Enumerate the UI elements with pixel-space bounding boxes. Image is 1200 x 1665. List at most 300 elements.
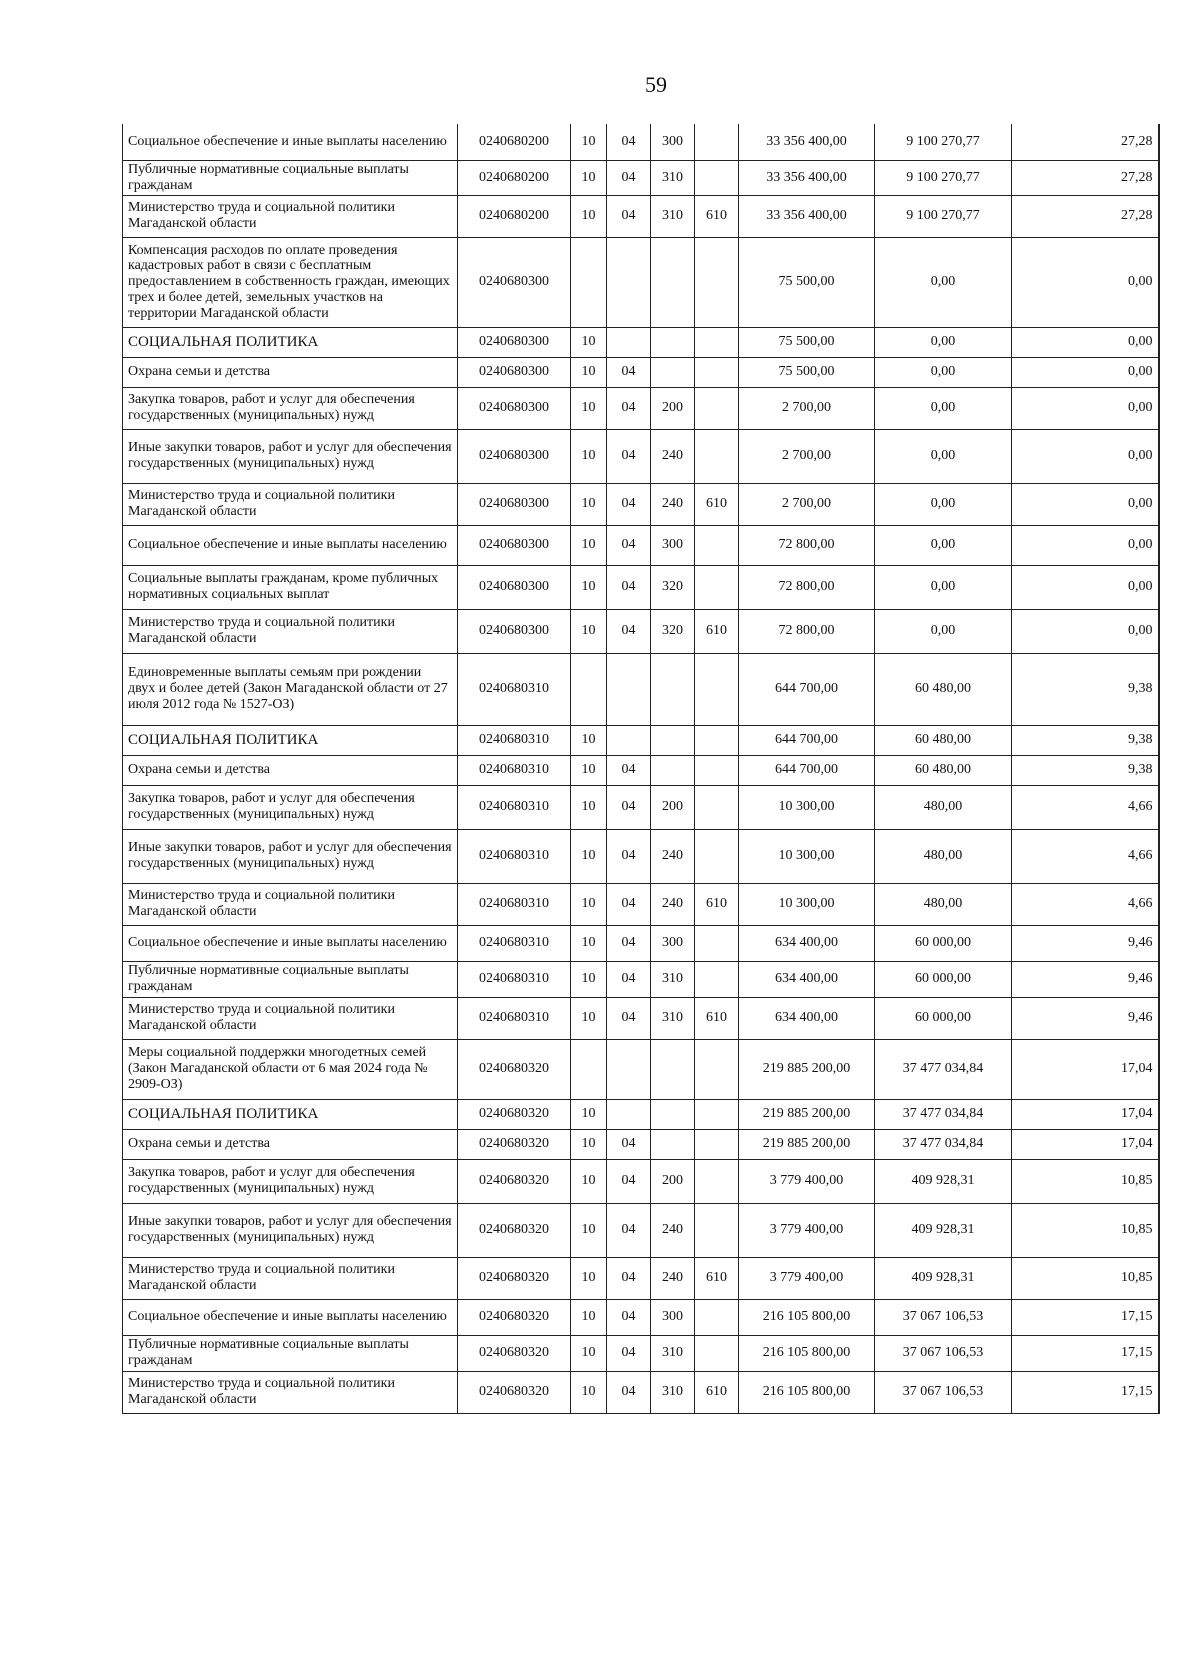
cell-target: 0240680200 xyxy=(458,195,571,237)
cell-grbs: 610 xyxy=(695,195,739,237)
cell-grbs xyxy=(695,357,739,387)
table-row xyxy=(123,429,1159,483)
cell-plan: 216 105 800,00 xyxy=(739,1371,875,1413)
cell-plan: 72 800,00 xyxy=(739,565,875,609)
cell-target: 0240680320 xyxy=(458,1371,571,1413)
cell-grbs xyxy=(695,1099,739,1129)
cell-percent: 9,46 xyxy=(1012,925,1159,961)
cell-subsection: 04 xyxy=(607,997,651,1039)
cell-section: 10 xyxy=(571,483,607,525)
cell-fact: 0,00 xyxy=(875,387,1012,429)
cell-target: 0240680320 xyxy=(458,1203,571,1257)
cell-target: 0240680310 xyxy=(458,785,571,829)
cell-name: Социальное обеспечение и иные выплаты населению xyxy=(123,525,458,565)
cell-plan: 75 500,00 xyxy=(739,327,875,357)
cell-fact: 37 067 106,53 xyxy=(875,1371,1012,1413)
cell-percent: 0,00 xyxy=(1012,237,1159,327)
cell-grbs xyxy=(695,387,739,429)
cell-expense-type: 200 xyxy=(651,785,695,829)
cell-fact: 60 000,00 xyxy=(875,997,1012,1039)
table-row xyxy=(123,1203,1159,1257)
cell-target: 0240680300 xyxy=(458,565,571,609)
cell-percent: 0,00 xyxy=(1012,387,1159,429)
cell-percent: 17,15 xyxy=(1012,1335,1159,1371)
cell-expense-type xyxy=(651,725,695,755)
cell-target: 0240680320 xyxy=(458,1257,571,1299)
cell-fact: 0,00 xyxy=(875,327,1012,357)
cell-plan: 10 300,00 xyxy=(739,829,875,883)
cell-target: 0240680300 xyxy=(458,327,571,357)
table-row xyxy=(123,829,1159,883)
cell-expense-type: 300 xyxy=(651,925,695,961)
cell-grbs: 610 xyxy=(695,483,739,525)
cell-target: 0240680200 xyxy=(458,124,571,160)
cell-subsection: 04 xyxy=(607,1371,651,1413)
cell-expense-type: 240 xyxy=(651,483,695,525)
cell-fact: 0,00 xyxy=(875,237,1012,327)
cell-grbs xyxy=(695,1335,739,1371)
cell-subsection: 04 xyxy=(607,1299,651,1335)
cell-subsection: 04 xyxy=(607,883,651,925)
cell-name: Министерство труда и социальной политики Магаданской области xyxy=(123,609,458,653)
cell-expense-type: 310 xyxy=(651,997,695,1039)
cell-subsection: 04 xyxy=(607,429,651,483)
cell-subsection: 04 xyxy=(607,124,651,160)
cell-percent: 0,00 xyxy=(1012,429,1159,483)
cell-section: 10 xyxy=(571,1257,607,1299)
cell-section xyxy=(571,653,607,725)
cell-plan: 219 885 200,00 xyxy=(739,1039,875,1099)
cell-fact: 0,00 xyxy=(875,525,1012,565)
cell-plan: 72 800,00 xyxy=(739,609,875,653)
cell-fact: 409 928,31 xyxy=(875,1159,1012,1203)
cell-target: 0240680310 xyxy=(458,755,571,785)
cell-section: 10 xyxy=(571,1129,607,1159)
cell-plan: 634 400,00 xyxy=(739,925,875,961)
cell-section: 10 xyxy=(571,357,607,387)
cell-name: Закупка товаров, работ и услуг для обеспечения государственных (муниципальных) нужд xyxy=(123,1159,458,1203)
budget-table-body xyxy=(123,124,1159,1413)
cell-subsection: 04 xyxy=(607,1335,651,1371)
cell-section: 10 xyxy=(571,1335,607,1371)
cell-grbs xyxy=(695,1129,739,1159)
cell-grbs xyxy=(695,785,739,829)
cell-grbs xyxy=(695,925,739,961)
table-row xyxy=(123,387,1159,429)
cell-target: 0240680320 xyxy=(458,1099,571,1129)
cell-name: Министерство труда и социальной политики Магаданской области xyxy=(123,483,458,525)
cell-subsection xyxy=(607,653,651,725)
cell-name: Охрана семьи и детства xyxy=(123,755,458,785)
cell-expense-type: 320 xyxy=(651,609,695,653)
cell-subsection xyxy=(607,725,651,755)
cell-expense-type: 200 xyxy=(651,1159,695,1203)
cell-fact: 0,00 xyxy=(875,357,1012,387)
table-row xyxy=(123,1039,1159,1099)
cell-grbs: 610 xyxy=(695,1371,739,1413)
cell-plan: 216 105 800,00 xyxy=(739,1335,875,1371)
cell-plan: 644 700,00 xyxy=(739,725,875,755)
cell-fact: 37 067 106,53 xyxy=(875,1299,1012,1335)
cell-name: СОЦИАЛЬНАЯ ПОЛИТИКА xyxy=(123,1099,458,1129)
cell-plan: 33 356 400,00 xyxy=(739,195,875,237)
cell-target: 0240680310 xyxy=(458,725,571,755)
cell-expense-type: 200 xyxy=(651,387,695,429)
cell-fact: 480,00 xyxy=(875,883,1012,925)
cell-fact: 60 480,00 xyxy=(875,653,1012,725)
cell-percent: 27,28 xyxy=(1012,124,1159,160)
cell-target: 0240680310 xyxy=(458,653,571,725)
cell-percent: 9,38 xyxy=(1012,755,1159,785)
cell-plan: 2 700,00 xyxy=(739,429,875,483)
table-row xyxy=(123,160,1159,195)
cell-percent: 17,15 xyxy=(1012,1299,1159,1335)
cell-expense-type: 310 xyxy=(651,961,695,997)
cell-percent: 0,00 xyxy=(1012,357,1159,387)
cell-name: Публичные нормативные социальные выплаты гражданам xyxy=(123,1335,458,1371)
cell-target: 0240680200 xyxy=(458,160,571,195)
table-row xyxy=(123,237,1159,327)
cell-name: Социальное обеспечение и иные выплаты населению xyxy=(123,1299,458,1335)
cell-expense-type xyxy=(651,1039,695,1099)
cell-plan: 2 700,00 xyxy=(739,387,875,429)
cell-subsection: 04 xyxy=(607,160,651,195)
cell-expense-type xyxy=(651,237,695,327)
cell-expense-type: 320 xyxy=(651,565,695,609)
table-row xyxy=(123,1299,1159,1335)
cell-grbs: 610 xyxy=(695,609,739,653)
cell-name: Публичные нормативные социальные выплаты гражданам xyxy=(123,961,458,997)
cell-section: 10 xyxy=(571,1299,607,1335)
cell-subsection xyxy=(607,1039,651,1099)
cell-section: 10 xyxy=(571,124,607,160)
cell-plan: 33 356 400,00 xyxy=(739,160,875,195)
cell-expense-type: 240 xyxy=(651,1257,695,1299)
cell-expense-type: 240 xyxy=(651,883,695,925)
cell-plan: 2 700,00 xyxy=(739,483,875,525)
cell-name: Публичные нормативные социальные выплаты гражданам xyxy=(123,160,458,195)
cell-fact: 0,00 xyxy=(875,565,1012,609)
cell-fact: 37 477 034,84 xyxy=(875,1129,1012,1159)
cell-name: Министерство труда и социальной политики Магаданской области xyxy=(123,195,458,237)
table-row xyxy=(123,1129,1159,1159)
cell-target: 0240680320 xyxy=(458,1335,571,1371)
cell-subsection: 04 xyxy=(607,925,651,961)
cell-section: 10 xyxy=(571,829,607,883)
cell-plan: 216 105 800,00 xyxy=(739,1299,875,1335)
table-row xyxy=(123,483,1159,525)
table-row xyxy=(123,1099,1159,1129)
cell-grbs xyxy=(695,429,739,483)
cell-expense-type: 300 xyxy=(651,1299,695,1335)
cell-grbs xyxy=(695,725,739,755)
cell-percent: 10,85 xyxy=(1012,1203,1159,1257)
cell-percent: 0,00 xyxy=(1012,525,1159,565)
cell-fact: 60 000,00 xyxy=(875,961,1012,997)
cell-section: 10 xyxy=(571,755,607,785)
cell-plan: 644 700,00 xyxy=(739,653,875,725)
cell-subsection: 04 xyxy=(607,387,651,429)
cell-subsection: 04 xyxy=(607,829,651,883)
cell-expense-type: 310 xyxy=(651,1335,695,1371)
cell-subsection: 04 xyxy=(607,609,651,653)
table-row xyxy=(123,1257,1159,1299)
cell-section: 10 xyxy=(571,925,607,961)
cell-fact: 60 480,00 xyxy=(875,725,1012,755)
cell-target: 0240680310 xyxy=(458,961,571,997)
cell-percent: 27,28 xyxy=(1012,160,1159,195)
cell-name: Меры социальной поддержки многодетных семей (Закон Магаданской области от 6 мая 2024 года № 2909-ОЗ) xyxy=(123,1039,458,1099)
cell-section: 10 xyxy=(571,195,607,237)
cell-name: СОЦИАЛЬНАЯ ПОЛИТИКА xyxy=(123,327,458,357)
cell-expense-type: 310 xyxy=(651,195,695,237)
cell-grbs: 610 xyxy=(695,883,739,925)
cell-target: 0240680310 xyxy=(458,925,571,961)
cell-target: 0240680320 xyxy=(458,1159,571,1203)
cell-section xyxy=(571,237,607,327)
cell-name: Социальное обеспечение и иные выплаты населению xyxy=(123,925,458,961)
cell-name: СОЦИАЛЬНАЯ ПОЛИТИКА xyxy=(123,725,458,755)
cell-grbs xyxy=(695,653,739,725)
cell-plan: 634 400,00 xyxy=(739,961,875,997)
table-row xyxy=(123,1371,1159,1413)
cell-subsection xyxy=(607,327,651,357)
cell-plan: 72 800,00 xyxy=(739,525,875,565)
table-row xyxy=(123,565,1159,609)
cell-name: Охрана семьи и детства xyxy=(123,357,458,387)
cell-subsection: 04 xyxy=(607,1203,651,1257)
cell-section: 10 xyxy=(571,1203,607,1257)
table-row xyxy=(123,925,1159,961)
cell-grbs xyxy=(695,1299,739,1335)
cell-expense-type: 310 xyxy=(651,160,695,195)
cell-name: Министерство труда и социальной политики Магаданской области xyxy=(123,997,458,1039)
cell-name: Охрана семьи и детства xyxy=(123,1129,458,1159)
cell-target: 0240680300 xyxy=(458,237,571,327)
table-row xyxy=(123,1335,1159,1371)
cell-plan: 3 779 400,00 xyxy=(739,1159,875,1203)
cell-target: 0240680300 xyxy=(458,483,571,525)
cell-percent: 17,04 xyxy=(1012,1129,1159,1159)
cell-plan: 644 700,00 xyxy=(739,755,875,785)
cell-plan: 75 500,00 xyxy=(739,237,875,327)
cell-grbs xyxy=(695,1203,739,1257)
cell-name: Иные закупки товаров, работ и услуг для обеспечения государственных (муниципальных) нужд xyxy=(123,1203,458,1257)
table-row xyxy=(123,357,1159,387)
cell-grbs xyxy=(695,565,739,609)
cell-name: Закупка товаров, работ и услуг для обеспечения государственных (муниципальных) нужд xyxy=(123,785,458,829)
cell-percent: 0,00 xyxy=(1012,609,1159,653)
cell-name: Министерство труда и социальной политики Магаданской области xyxy=(123,1371,458,1413)
cell-target: 0240680310 xyxy=(458,997,571,1039)
cell-expense-type xyxy=(651,1099,695,1129)
cell-percent: 4,66 xyxy=(1012,785,1159,829)
cell-section: 10 xyxy=(571,525,607,565)
cell-expense-type: 310 xyxy=(651,1371,695,1413)
cell-grbs xyxy=(695,1039,739,1099)
cell-section: 10 xyxy=(571,327,607,357)
cell-fact: 60 000,00 xyxy=(875,925,1012,961)
cell-plan: 75 500,00 xyxy=(739,357,875,387)
table-row xyxy=(123,883,1159,925)
cell-percent: 17,04 xyxy=(1012,1039,1159,1099)
cell-plan: 219 885 200,00 xyxy=(739,1099,875,1129)
cell-expense-type xyxy=(651,357,695,387)
cell-plan: 33 356 400,00 xyxy=(739,124,875,160)
cell-percent: 17,15 xyxy=(1012,1371,1159,1413)
cell-section: 10 xyxy=(571,725,607,755)
cell-fact: 9 100 270,77 xyxy=(875,195,1012,237)
cell-plan: 634 400,00 xyxy=(739,997,875,1039)
cell-fact: 409 928,31 xyxy=(875,1257,1012,1299)
cell-fact: 9 100 270,77 xyxy=(875,124,1012,160)
cell-fact: 480,00 xyxy=(875,829,1012,883)
cell-fact: 37 067 106,53 xyxy=(875,1335,1012,1371)
cell-section: 10 xyxy=(571,387,607,429)
cell-target: 0240680300 xyxy=(458,525,571,565)
cell-name: Закупка товаров, работ и услуг для обеспечения государственных (муниципальных) нужд xyxy=(123,387,458,429)
cell-fact: 409 928,31 xyxy=(875,1203,1012,1257)
cell-grbs: 610 xyxy=(695,997,739,1039)
cell-grbs xyxy=(695,327,739,357)
cell-percent: 0,00 xyxy=(1012,327,1159,357)
cell-name: Министерство труда и социальной политики Магаданской области xyxy=(123,1257,458,1299)
cell-expense-type: 240 xyxy=(651,1203,695,1257)
table-row xyxy=(123,195,1159,237)
cell-expense-type xyxy=(651,327,695,357)
table-row xyxy=(123,725,1159,755)
cell-expense-type: 240 xyxy=(651,829,695,883)
cell-subsection: 04 xyxy=(607,565,651,609)
cell-section: 10 xyxy=(571,160,607,195)
cell-percent: 10,85 xyxy=(1012,1159,1159,1203)
cell-fact: 0,00 xyxy=(875,483,1012,525)
cell-subsection: 04 xyxy=(607,357,651,387)
cell-section: 10 xyxy=(571,609,607,653)
cell-percent: 9,38 xyxy=(1012,725,1159,755)
table-row xyxy=(123,785,1159,829)
cell-target: 0240680300 xyxy=(458,609,571,653)
cell-grbs xyxy=(695,124,739,160)
cell-expense-type xyxy=(651,755,695,785)
cell-fact: 37 477 034,84 xyxy=(875,1099,1012,1129)
cell-expense-type xyxy=(651,1129,695,1159)
cell-expense-type: 300 xyxy=(651,124,695,160)
cell-percent: 9,38 xyxy=(1012,653,1159,725)
cell-fact: 480,00 xyxy=(875,785,1012,829)
cell-name: Компенсация расходов по оплате проведения кадастровых работ в связи с бесплатным предоставлением в собственность граждан, имеющих трех и более детей, земельных участков на территории Магаданской области xyxy=(123,237,458,327)
cell-percent: 17,04 xyxy=(1012,1099,1159,1129)
cell-section: 10 xyxy=(571,429,607,483)
cell-section: 10 xyxy=(571,997,607,1039)
cell-percent: 9,46 xyxy=(1012,997,1159,1039)
cell-subsection: 04 xyxy=(607,1257,651,1299)
cell-plan: 10 300,00 xyxy=(739,883,875,925)
cell-name: Социальное обеспечение и иные выплаты населению xyxy=(123,124,458,160)
cell-section: 10 xyxy=(571,883,607,925)
table-row xyxy=(123,961,1159,997)
cell-percent: 0,00 xyxy=(1012,483,1159,525)
cell-expense-type xyxy=(651,653,695,725)
cell-expense-type: 300 xyxy=(651,525,695,565)
cell-section xyxy=(571,1039,607,1099)
cell-name: Министерство труда и социальной политики Магаданской области xyxy=(123,883,458,925)
cell-section: 10 xyxy=(571,1099,607,1129)
cell-subsection xyxy=(607,1099,651,1129)
cell-plan: 10 300,00 xyxy=(739,785,875,829)
table-row xyxy=(123,755,1159,785)
cell-name: Социальные выплаты гражданам, кроме публичных нормативных социальных выплат xyxy=(123,565,458,609)
table-row xyxy=(123,653,1159,725)
cell-grbs xyxy=(695,961,739,997)
cell-section: 10 xyxy=(571,961,607,997)
cell-percent: 4,66 xyxy=(1012,829,1159,883)
cell-fact: 60 480,00 xyxy=(875,755,1012,785)
cell-percent: 0,00 xyxy=(1012,565,1159,609)
cell-target: 0240680300 xyxy=(458,357,571,387)
cell-grbs xyxy=(695,237,739,327)
cell-expense-type: 240 xyxy=(651,429,695,483)
cell-grbs xyxy=(695,829,739,883)
cell-percent: 4,66 xyxy=(1012,883,1159,925)
table-row xyxy=(123,1159,1159,1203)
cell-target: 0240680310 xyxy=(458,883,571,925)
table-row xyxy=(123,124,1159,160)
cell-subsection: 04 xyxy=(607,195,651,237)
cell-plan: 3 779 400,00 xyxy=(739,1203,875,1257)
cell-target: 0240680310 xyxy=(458,829,571,883)
page-number: 59 xyxy=(645,72,667,97)
table-row xyxy=(123,609,1159,653)
cell-target: 0240680320 xyxy=(458,1129,571,1159)
cell-plan: 219 885 200,00 xyxy=(739,1129,875,1159)
table-row xyxy=(123,997,1159,1039)
table-row xyxy=(123,327,1159,357)
cell-target: 0240680320 xyxy=(458,1039,571,1099)
cell-grbs: 610 xyxy=(695,1257,739,1299)
cell-percent: 27,28 xyxy=(1012,195,1159,237)
cell-target: 0240680300 xyxy=(458,429,571,483)
cell-section: 10 xyxy=(571,785,607,829)
cell-name: Иные закупки товаров, работ и услуг для обеспечения государственных (муниципальных) нужд xyxy=(123,429,458,483)
cell-fact: 37 477 034,84 xyxy=(875,1039,1012,1099)
cell-section: 10 xyxy=(571,565,607,609)
cell-name: Единовременные выплаты семьям при рождении двух и более детей (Закон Магаданской области от 27 июля 2012 года № 1527-ОЗ) xyxy=(123,653,458,725)
cell-grbs xyxy=(695,1159,739,1203)
cell-subsection: 04 xyxy=(607,525,651,565)
cell-target: 0240680320 xyxy=(458,1299,571,1335)
table-row xyxy=(123,525,1159,565)
cell-subsection: 04 xyxy=(607,755,651,785)
cell-name: Иные закупки товаров, работ и услуг для обеспечения государственных (муниципальных) нужд xyxy=(123,829,458,883)
cell-subsection xyxy=(607,237,651,327)
cell-subsection: 04 xyxy=(607,1159,651,1203)
cell-percent: 10,85 xyxy=(1012,1257,1159,1299)
cell-subsection: 04 xyxy=(607,483,651,525)
cell-grbs xyxy=(695,525,739,565)
cell-target: 0240680300 xyxy=(458,387,571,429)
cell-grbs xyxy=(695,160,739,195)
cell-grbs xyxy=(695,755,739,785)
cell-subsection: 04 xyxy=(607,961,651,997)
cell-subsection: 04 xyxy=(607,785,651,829)
cell-section: 10 xyxy=(571,1159,607,1203)
budget-table xyxy=(122,124,1160,1414)
cell-fact: 0,00 xyxy=(875,429,1012,483)
cell-percent: 9,46 xyxy=(1012,961,1159,997)
cell-plan: 3 779 400,00 xyxy=(739,1257,875,1299)
cell-fact: 9 100 270,77 xyxy=(875,160,1012,195)
